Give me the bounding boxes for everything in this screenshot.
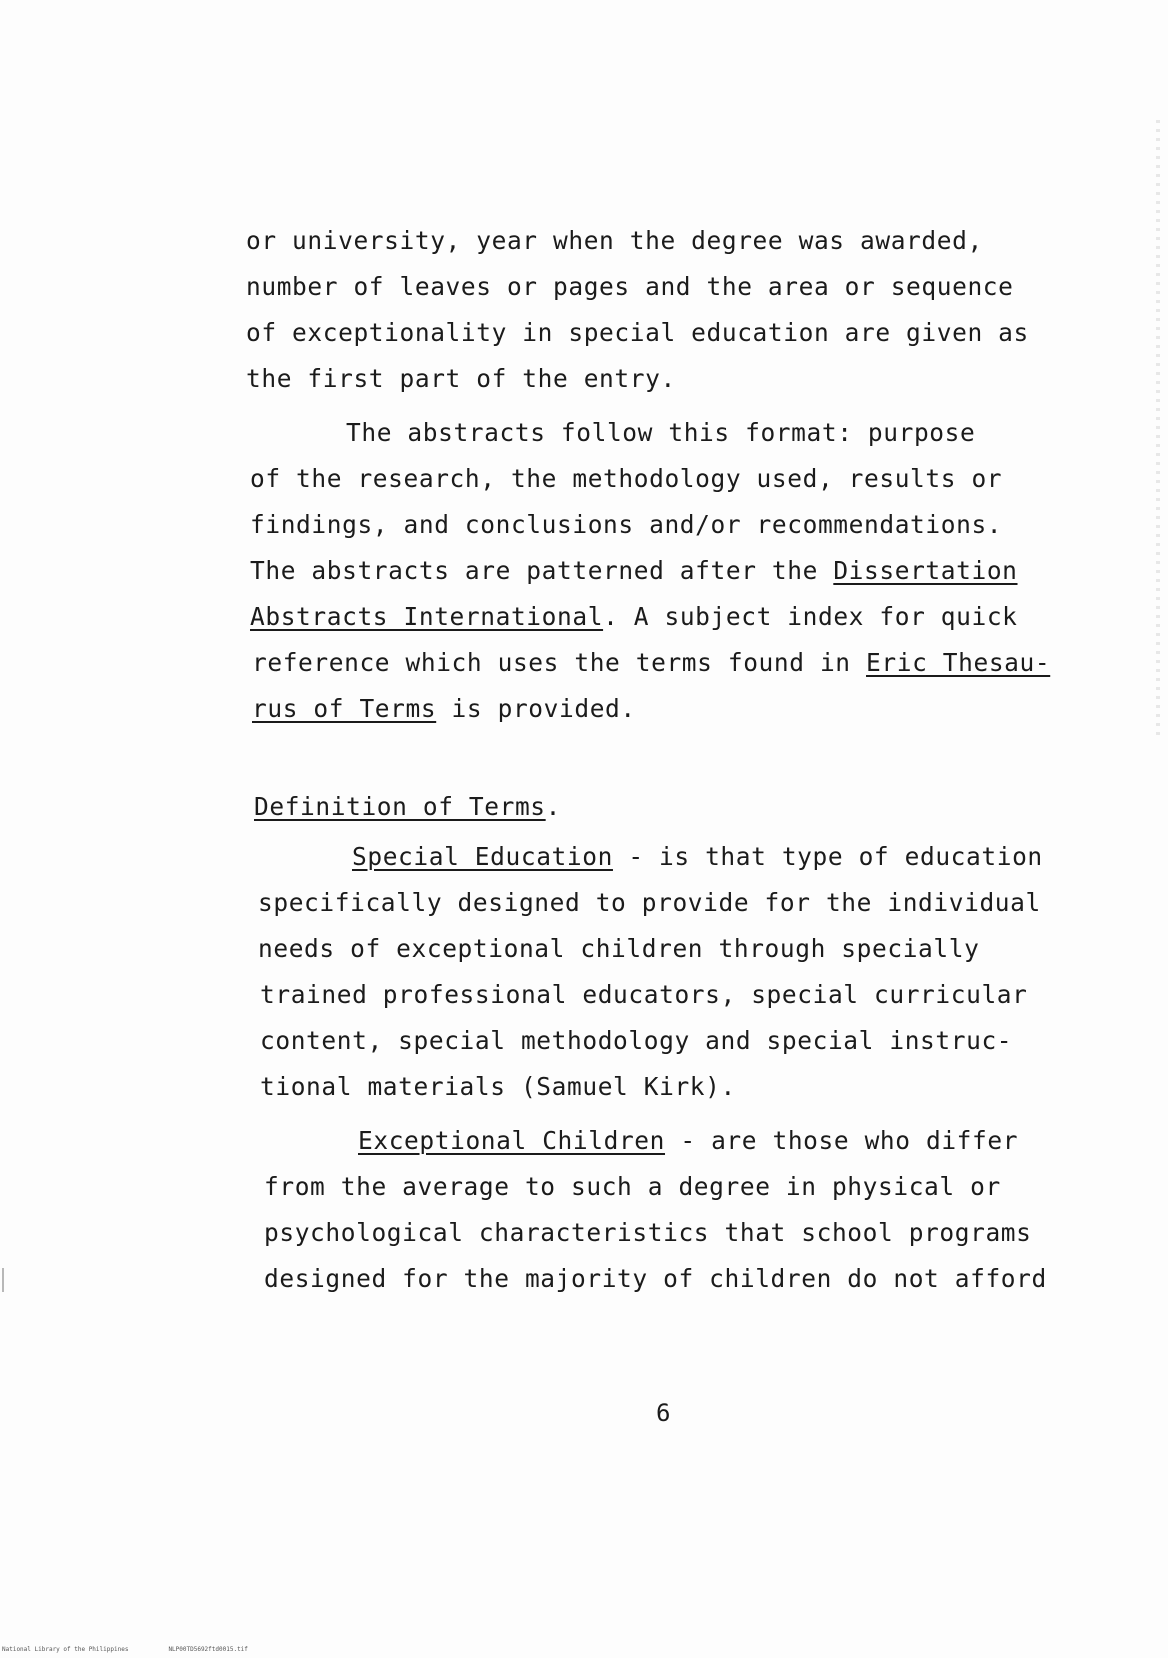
term2-line2: from the average to such a degree in physical or — [264, 1172, 1001, 1201]
thesaurus-title-part1: Eric Thesau- — [866, 648, 1051, 677]
term1-line1-text: - is that type of education — [612, 842, 1043, 871]
footer-file-id: NLP00TD5692ftd0015.tif — [168, 1646, 248, 1653]
section-heading-punct: . — [545, 792, 562, 821]
paragraph1-line4: the first part of the entry. — [246, 364, 676, 393]
paragraph2-line3: findings, and conclusions and/or recommendations. — [250, 510, 1003, 539]
paragraph2-line6 — [252, 648, 1050, 678]
section-heading — [254, 792, 561, 822]
paragraph2-line7 — [252, 694, 636, 724]
paragraph2-line7-text: is provided. — [436, 694, 636, 723]
footer-library: National Library of the Philippines — [2, 1646, 129, 1653]
scan-edge-noise — [1156, 120, 1160, 740]
section-heading-text: Definition of Terms — [254, 792, 546, 821]
term1-line6: tional materials (Samuel Kirk). — [260, 1072, 736, 1101]
paragraph2-line6-text: reference which uses the terms found in — [252, 648, 867, 677]
paragraph2-line5-text: . A subject index for quick — [603, 602, 1018, 631]
term1-line2: specifically designed to provide for the individual — [258, 888, 1041, 917]
term2-line1 — [358, 1126, 1018, 1156]
paragraph2-line2: of the research, the methodology used, results or — [250, 464, 1003, 493]
paragraph2-line5 — [250, 602, 1018, 632]
term2-line3: psychological characteristics that school programs — [264, 1218, 1032, 1247]
term2-term: Exceptional Children — [358, 1126, 666, 1155]
term2-line4: designed for the majority of children do not afford — [264, 1264, 1047, 1293]
term1-term: Special Education — [352, 842, 613, 871]
term1-line1 — [352, 842, 1043, 872]
term1-line4: trained professional educators, special curricular — [260, 980, 1028, 1009]
page-number: 6 — [656, 1399, 671, 1427]
term1-line3: needs of exceptional children through specially — [258, 934, 980, 963]
thesaurus-title-part2: rus of Terms — [252, 694, 437, 723]
paragraph2-line1: The abstracts follow this format: purpose — [346, 418, 976, 447]
paragraph2-line4-text: The abstracts are patterned after the — [250, 556, 834, 585]
paragraph2-line4 — [250, 556, 1018, 586]
term1-line5: content, special methodology and special instruc- — [260, 1026, 1013, 1055]
paragraph1-line2: number of leaves or pages and the area or sequence — [246, 272, 1014, 301]
paragraph1-line1: or university, year when the degree was awarded, — [246, 226, 983, 255]
dissertation-title-part2: Abstracts International — [250, 602, 604, 631]
paragraph1-line3: of exceptionality in special education are given as — [246, 318, 1029, 347]
scan-footer — [2, 1646, 288, 1653]
scan-left-mark — [2, 1268, 4, 1292]
term2-line1-text: - are those who differ — [665, 1126, 1019, 1155]
dissertation-title-part1: Dissertation — [833, 556, 1018, 585]
